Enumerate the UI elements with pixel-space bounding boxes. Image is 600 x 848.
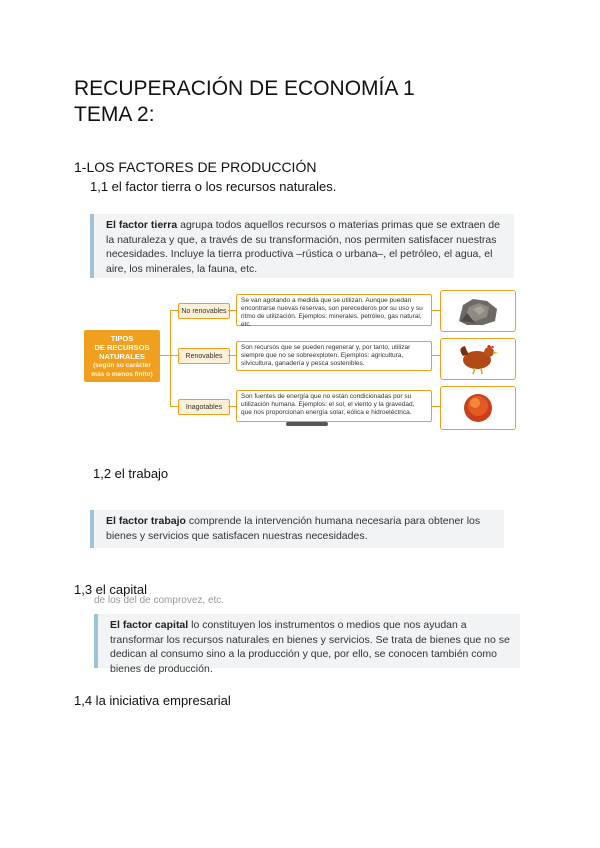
subheading-1-1: 1,1 el factor tierra o los recursos naturales. <box>90 179 337 194</box>
desc-renewable: Son recursos que se pueden regenerar y, por tanto, utilizar siempre que no se sobreexploten. Ejemplos: agricultura, silvicultura, ganadería y pesca sostenibles. <box>236 341 432 371</box>
definition-term: El factor tierra <box>106 219 178 231</box>
sunset-icon <box>440 386 516 430</box>
connector <box>170 310 171 406</box>
diagram-root <box>84 330 160 382</box>
connector <box>228 355 236 356</box>
rock-icon <box>440 290 516 332</box>
connector <box>228 406 236 407</box>
subheading-1-2: 1,2 el trabajo <box>93 466 169 481</box>
definition-text: agrupa todos aquellos recursos o materias primas que se extraen de la naturaleza y que, a través de su transformación, nos permiten satisfacer nuestras necesidades. Incluye la tierra productiva –rústica o urbana–, el petróleo, el agua, el aire, los minerales, la fauna, etc. <box>106 219 500 275</box>
desc-inexhaustible: Son fuentes de energía que no están condicionadas por su utilización humana. Ejemplos: el sol, el viento y la gravedad, que nos proporcionan energía solar, eólica e hidroeléctrica. <box>236 390 432 422</box>
diagram-scrollbar[interactable] <box>286 422 328 426</box>
connector <box>170 355 178 356</box>
stray-text-fragment: de los del de comprovez, etc. <box>94 595 225 606</box>
diagram-root-subtitle: (según su carácter más o menos finito) <box>91 361 153 378</box>
category-non-renewable: No renovables <box>178 303 230 319</box>
definition-term: El factor trabajo <box>106 515 186 527</box>
title-line-2: TEMA 2: <box>74 103 155 126</box>
connector <box>160 355 170 356</box>
connector <box>432 406 440 407</box>
desc-non-renewable: Se van agotando a medida que se utilizan. Aunque puedan encontrarse nuevas reservas, son perecederos por su uso y su ritmo de utilización. Ejemplos: minerales, petróleo, gas natural, etc. <box>236 294 432 326</box>
connector <box>432 310 440 311</box>
category-renewable: Renovables <box>178 348 230 364</box>
doc-title <box>74 76 415 128</box>
definition-box-capital <box>94 614 520 675</box>
connector <box>432 355 440 356</box>
subheading-1-3: 1,3 el capital <box>74 582 147 597</box>
connector <box>170 406 178 407</box>
section-heading-1: 1-LOS FACTORES DE PRODUCCIÓN <box>74 159 317 175</box>
title-line-1: RECUPERACIÓN DE ECONOMÍA 1 <box>74 77 415 100</box>
definition-box-tierra <box>90 214 514 278</box>
subheading-1-4: 1,4 la iniciativa empresarial <box>74 693 231 708</box>
definition-text: comprende la intervención humana necesaria para obtener los bienes y servicios que satisfacen nuestras necesidades. <box>106 515 481 542</box>
definition-term: El factor capital <box>110 619 189 631</box>
connector <box>228 310 236 311</box>
hen-icon <box>440 338 516 380</box>
connector <box>170 310 178 311</box>
definition-text: lo constituyen los instrumentos o medios que nos ayudan a transformar los recursos naturales en bienes y servicios. Se trata de bienes que no se dedican al consumo sino a la producción y que, por ello, se conocen también como bienes de producción. <box>110 619 510 675</box>
natural-resources-diagram <box>84 288 524 432</box>
category-inexhaustible: Inagotables <box>178 399 230 415</box>
definition-box-trabajo <box>90 510 504 548</box>
diagram-root-title: TIPOS DE RECURSOS NATURALES <box>94 333 150 361</box>
